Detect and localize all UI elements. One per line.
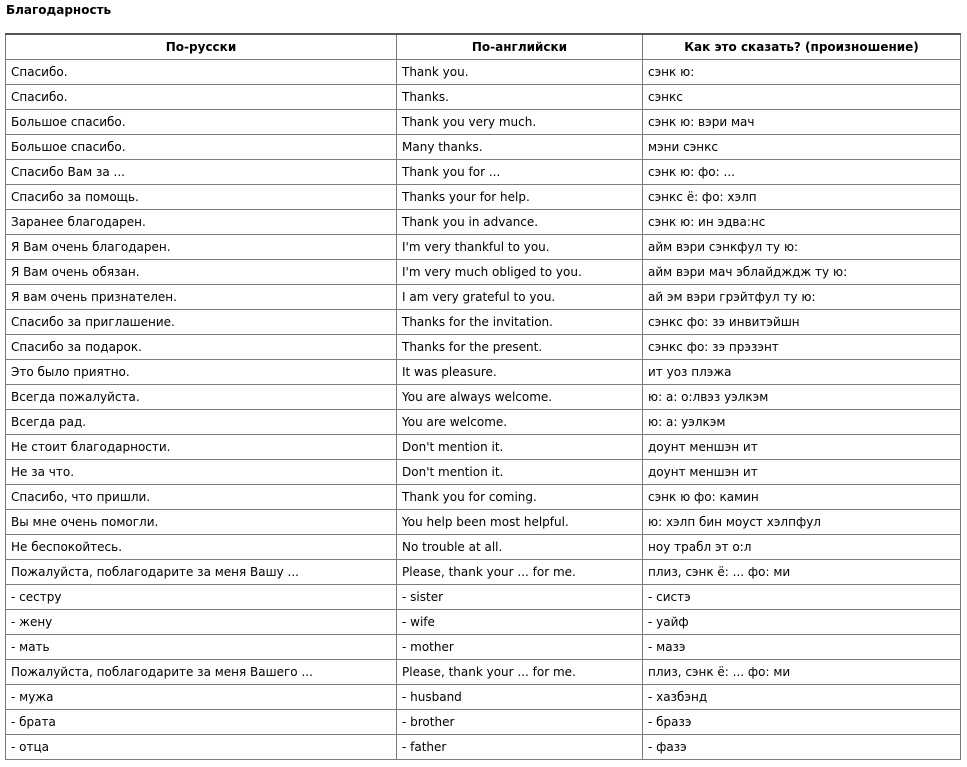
cell-russian: Спасибо. — [6, 85, 397, 110]
cell-english: No trouble at all. — [397, 535, 643, 560]
cell-english: Thanks your for help. — [397, 185, 643, 210]
cell-russian: Пожалуйста, поблагодарите за меня Вашего ... — [6, 660, 397, 685]
cell-pronunciation: ноу трабл эт о:л — [643, 535, 961, 560]
cell-russian: Всегда пожалуйста. — [6, 385, 397, 410]
cell-english: Don't mention it. — [397, 460, 643, 485]
cell-russian: - брата — [6, 710, 397, 735]
cell-russian: Всегда рад. — [6, 410, 397, 435]
table-row — [6, 510, 961, 535]
cell-english: Thank you in advance. — [397, 210, 643, 235]
cell-english: You are always welcome. — [397, 385, 643, 410]
cell-english: Don't mention it. — [397, 435, 643, 460]
cell-pronunciation: сэнкс фо: зэ инвитэйшн — [643, 310, 961, 335]
cell-english: I am very grateful to you. — [397, 285, 643, 310]
cell-pronunciation: сэнк ю фо: камин — [643, 485, 961, 510]
cell-russian: Спасибо Вам за ... — [6, 160, 397, 185]
cell-pronunciation: сэнк ю: вэри мач — [643, 110, 961, 135]
column-header-russian: По-русски — [6, 34, 397, 60]
cell-russian: Спасибо, что пришли. — [6, 485, 397, 510]
cell-russian: - мать — [6, 635, 397, 660]
table-row — [6, 535, 961, 560]
cell-english: - husband — [397, 685, 643, 710]
cell-english: Thank you. — [397, 60, 643, 85]
table-row — [6, 235, 961, 260]
cell-russian: Не за что. — [6, 460, 397, 485]
table-row — [6, 85, 961, 110]
cell-pronunciation: сэнк ю: фо: ... — [643, 160, 961, 185]
table-row — [6, 560, 961, 585]
cell-english: Please, thank your ... for me. — [397, 660, 643, 685]
cell-russian: - жену — [6, 610, 397, 635]
cell-pronunciation: айм вэри мач эблайдждж ту ю: — [643, 260, 961, 285]
cell-russian: - мужа — [6, 685, 397, 710]
cell-pronunciation: доунт меншэн ит — [643, 435, 961, 460]
cell-pronunciation: - систэ — [643, 585, 961, 610]
cell-pronunciation: ит уоз плэжа — [643, 360, 961, 385]
table-row — [6, 710, 961, 735]
cell-english: Please, thank your ... for me. — [397, 560, 643, 585]
cell-russian: - сестру — [6, 585, 397, 610]
table-row — [6, 135, 961, 160]
cell-pronunciation: ай эм вэри грэйтфул ту ю: — [643, 285, 961, 310]
table-row — [6, 485, 961, 510]
cell-english: Thanks for the invitation. — [397, 310, 643, 335]
cell-english: I'm very thankful to you. — [397, 235, 643, 260]
cell-english: Thanks for the present. — [397, 335, 643, 360]
table-row — [6, 685, 961, 710]
cell-pronunciation: сэнкс — [643, 85, 961, 110]
cell-pronunciation: плиз, сэнк ё: ... фо: ми — [643, 660, 961, 685]
table-row — [6, 435, 961, 460]
cell-russian: Я Вам очень обязан. — [6, 260, 397, 285]
cell-pronunciation: - бразэ — [643, 710, 961, 735]
table-row — [6, 410, 961, 435]
cell-english: I'm very much obliged to you. — [397, 260, 643, 285]
table-row — [6, 610, 961, 635]
cell-pronunciation: сэнк ю: ин эдва:нс — [643, 210, 961, 235]
cell-pronunciation: плиз, сэнк ё: ... фо: ми — [643, 560, 961, 585]
cell-english: You help been most helpful. — [397, 510, 643, 535]
cell-russian: - отца — [6, 735, 397, 760]
cell-russian: Спасибо за помощь. — [6, 185, 397, 210]
phrases-table-body — [6, 60, 961, 760]
cell-english: - brother — [397, 710, 643, 735]
header-row — [6, 34, 961, 60]
table-row — [6, 185, 961, 210]
table-row — [6, 660, 961, 685]
cell-english: You are welcome. — [397, 410, 643, 435]
column-header-english: По-английски — [397, 34, 643, 60]
cell-pronunciation: ю: а: о:лвэз уэлкэм — [643, 385, 961, 410]
cell-russian: Я Вам очень благодарен. — [6, 235, 397, 260]
cell-pronunciation: - фазэ — [643, 735, 961, 760]
cell-english: Thanks. — [397, 85, 643, 110]
cell-pronunciation: мэни сэнкс — [643, 135, 961, 160]
cell-english: Thank you for coming. — [397, 485, 643, 510]
cell-russian: Большое спасибо. — [6, 110, 397, 135]
cell-russian: Вы мне очень помогли. — [6, 510, 397, 535]
table-row — [6, 285, 961, 310]
cell-pronunciation: сэнкс ё: фо: хэлп — [643, 185, 961, 210]
cell-english: - sister — [397, 585, 643, 610]
cell-russian: Я вам очень признателен. — [6, 285, 397, 310]
cell-pronunciation: - хазбэнд — [643, 685, 961, 710]
cell-russian: Заранее благодарен. — [6, 210, 397, 235]
table-row — [6, 110, 961, 135]
cell-pronunciation: ю: хэлп бин моуст хэлпфул — [643, 510, 961, 535]
cell-pronunciation: сэнкс фо: зэ прэзэнт — [643, 335, 961, 360]
table-row — [6, 635, 961, 660]
cell-russian: Большое спасибо. — [6, 135, 397, 160]
cell-pronunciation: ю: а: уэлкэм — [643, 410, 961, 435]
table-row — [6, 385, 961, 410]
cell-pronunciation: - уайф — [643, 610, 961, 635]
cell-pronunciation: - мазэ — [643, 635, 961, 660]
cell-english: It was pleasure. — [397, 360, 643, 385]
table-row — [6, 310, 961, 335]
table-row — [6, 210, 961, 235]
table-row — [6, 335, 961, 360]
cell-english: Many thanks. — [397, 135, 643, 160]
table-row — [6, 60, 961, 85]
cell-english: Thank you very much. — [397, 110, 643, 135]
table-row — [6, 260, 961, 285]
phrases-table — [5, 33, 961, 760]
table-row — [6, 735, 961, 760]
cell-russian: Не беспокойтесь. — [6, 535, 397, 560]
column-header-pronunciation: Как это сказать? (произношение) — [643, 34, 961, 60]
cell-pronunciation: сэнк ю: — [643, 60, 961, 85]
table-row — [6, 460, 961, 485]
cell-english: - wife — [397, 610, 643, 635]
cell-russian: Спасибо. — [6, 60, 397, 85]
cell-russian: Не стоит благодарности. — [6, 435, 397, 460]
table-row — [6, 585, 961, 610]
cell-english: Thank you for ... — [397, 160, 643, 185]
cell-russian: Это было приятно. — [6, 360, 397, 385]
cell-russian: Спасибо за подарок. — [6, 335, 397, 360]
cell-pronunciation: айм вэри сэнкфул ту ю: — [643, 235, 961, 260]
cell-english: - father — [397, 735, 643, 760]
table-row — [6, 160, 961, 185]
table-row — [6, 360, 961, 385]
cell-pronunciation: доунт меншэн ит — [643, 460, 961, 485]
page-title: Благодарность — [6, 3, 112, 17]
cell-english: - mother — [397, 635, 643, 660]
cell-russian: Спасибо за приглашение. — [6, 310, 397, 335]
cell-russian: Пожалуйста, поблагодарите за меня Вашу ... — [6, 560, 397, 585]
